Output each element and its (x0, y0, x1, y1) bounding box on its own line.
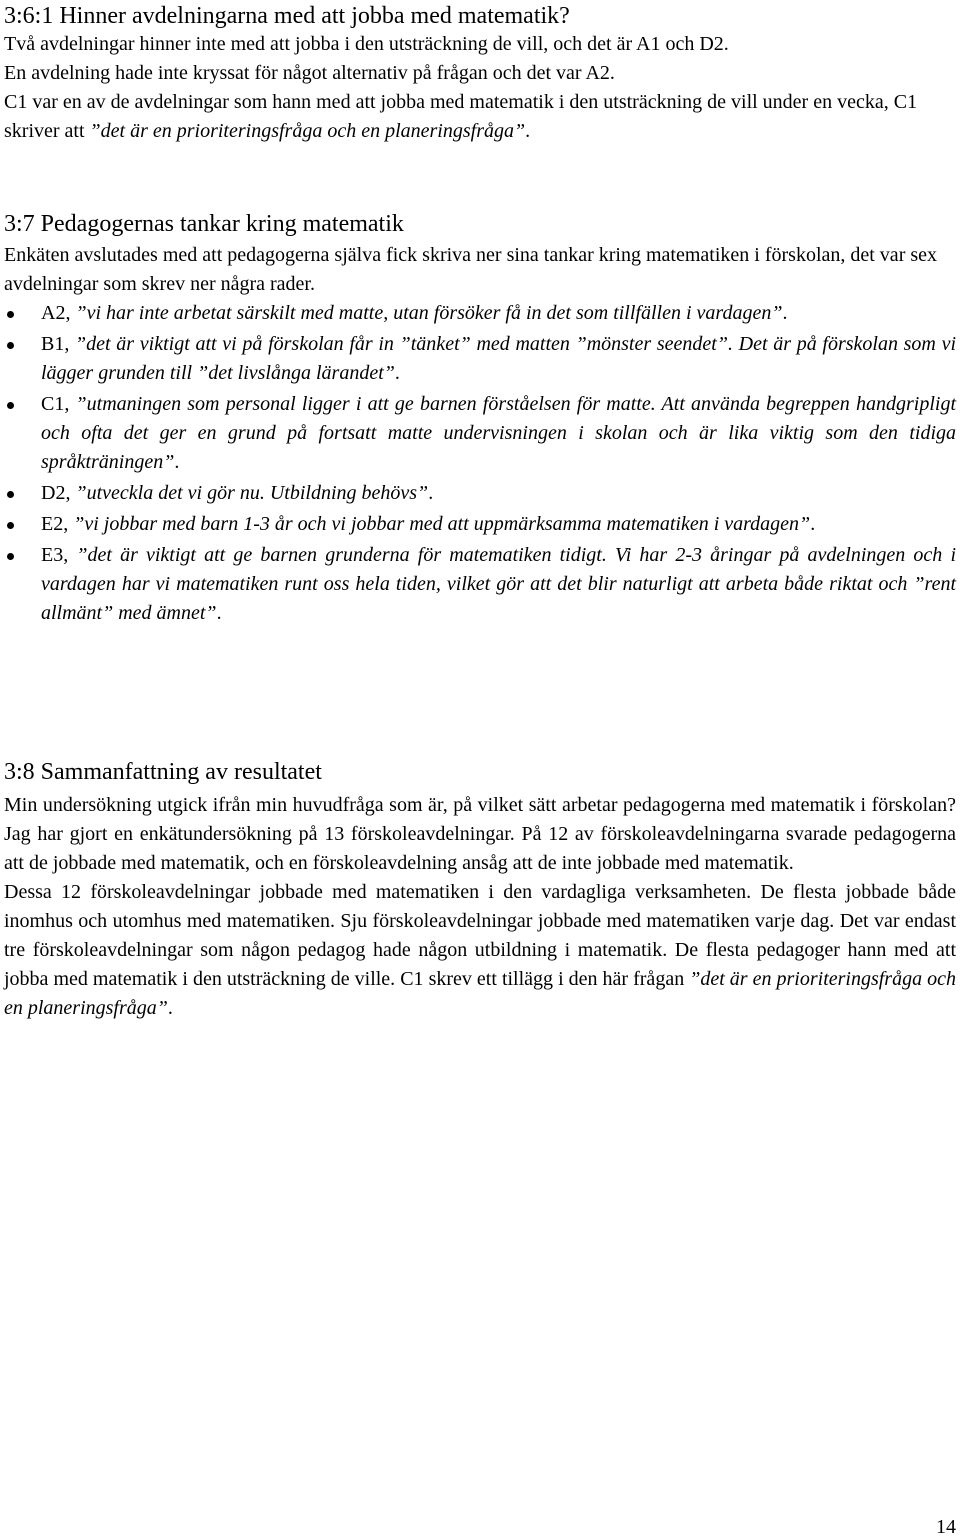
quote-text: ”det är viktigt att ge barnen grunderna för matematiken tidigt. Vi har 2-3 åringar på avdelningen och i vardagen har vi matematiken runt oss hela tiden, vilket gör att det blir naturligt att arbeta både riktat och ”rent allmänt” med ämnet” (41, 544, 957, 624)
section-heading: 3:8 Sammanfattning av resultatet (4, 759, 322, 785)
quote-text: ”det är en prioriteringsfråga och en planeringsfråga” (4, 968, 956, 1019)
section-3-7 (4, 210, 956, 630)
list-item (4, 390, 956, 477)
section-heading: 3:6:1 Hinner avdelningarna med att jobba med matematik? (4, 3, 570, 29)
department-code: A2, (41, 302, 76, 324)
quote-end: . (810, 513, 816, 535)
quote-end: . (216, 602, 222, 624)
quote-text: ”det är viktigt att vi på förskolan får in ”tänket” med matten ”mönster seendet”. Det är på förskolan som vi lägger grunden till ”det livslånga lärandet” (41, 333, 956, 384)
paragraph: Två avdelningar hinner inte med att jobba i den utsträckning de vill, och det är A1 och D2. (4, 33, 729, 55)
section-heading: 3:7 Pedagogernas tankar kring matematik (4, 211, 404, 237)
page-number: 14 (936, 1516, 956, 1538)
department-code: E2, (41, 513, 74, 535)
paragraph-text: . (167, 997, 173, 1019)
department-code: C1, (41, 393, 76, 415)
list-item (4, 479, 956, 508)
section-3-6-1 (4, 2, 956, 146)
quote-end: . (782, 302, 788, 324)
paragraph: En avdelning hade inte kryssat för något alternativ på frågan och det var A2. (4, 62, 615, 84)
list-item (4, 541, 956, 628)
quote-text: ”utmaningen som personal ligger i att ge barnen förståelsen för matte. Att använda begreppen handgripligt och ofta det ger en grund på fortsatt matte undervisningen i skolan och är lika viktig som den tidiga språkträningen” (41, 393, 956, 473)
paragraph-text: C1 var en av de avdelningar som hann med att jobba med matematik i den utsträckning de vill under en vecka, C1 skriver att (4, 91, 918, 142)
list-item (4, 510, 956, 539)
quote-end: . (174, 451, 180, 473)
paragraph-text: . (525, 120, 531, 142)
department-code: D2, (41, 482, 76, 504)
quote-text: ”vi har inte arbetat särskilt med matte, utan försöker få in det som tillfällen i vardagen” (75, 302, 783, 324)
section-3-8 (4, 758, 956, 1023)
paragraph: Enkäten avslutades med att pedagogerna själva fick skriva ner sina tankar kring matematiken i förskolan, det var sex avdelningar som skrev ner några rader. (4, 244, 938, 295)
paragraph-text: Dessa 12 förskoleavdelningar jobbade med matematiken i den vardagliga verksamheten. De flesta jobbade både inomhus och utomhus med matematiken. Sju förskoleavdelningar jobbade med matematiken varje dag. Det var endast tre förskoleavdelningar som någon pedagog hade någon utbildning i matematik. De flesta pedagoger hann med att jobba med matematik i den utsträckning de ville. C1 skrev ett tillägg i den här frågan (4, 881, 956, 990)
quote-text: ”vi jobbar med barn 1-3 år och vi jobbar med att uppmärksamma matematiken i vardagen” (73, 513, 811, 535)
comments-list (4, 299, 956, 628)
quote-text: ”det är en prioriteringsfråga och en planeringsfråga” (89, 120, 526, 142)
quote-end: . (428, 482, 434, 504)
department-code: B1, (41, 333, 76, 355)
department-code: E3, (41, 544, 77, 566)
list-item (4, 299, 956, 328)
paragraph: Min undersökning utgick ifrån min huvudfråga som är, på vilket sätt arbetar pedagogerna med matematik i förskolan? Jag har gjort en enkätundersökning på 13 förskoleavdelningar. På 12 av förskoleavdelningarna svarade pedagogerna att de jobbade med matematik, och en förskoleavdelning ansåg att de inte jobbade med matematik. (4, 794, 956, 874)
paragraph (4, 878, 956, 1023)
quote-end: . (394, 362, 400, 384)
list-item (4, 330, 956, 388)
paragraph (4, 88, 956, 146)
quote-text: ”utveckla det vi gör nu. Utbildning behövs” (75, 482, 429, 504)
